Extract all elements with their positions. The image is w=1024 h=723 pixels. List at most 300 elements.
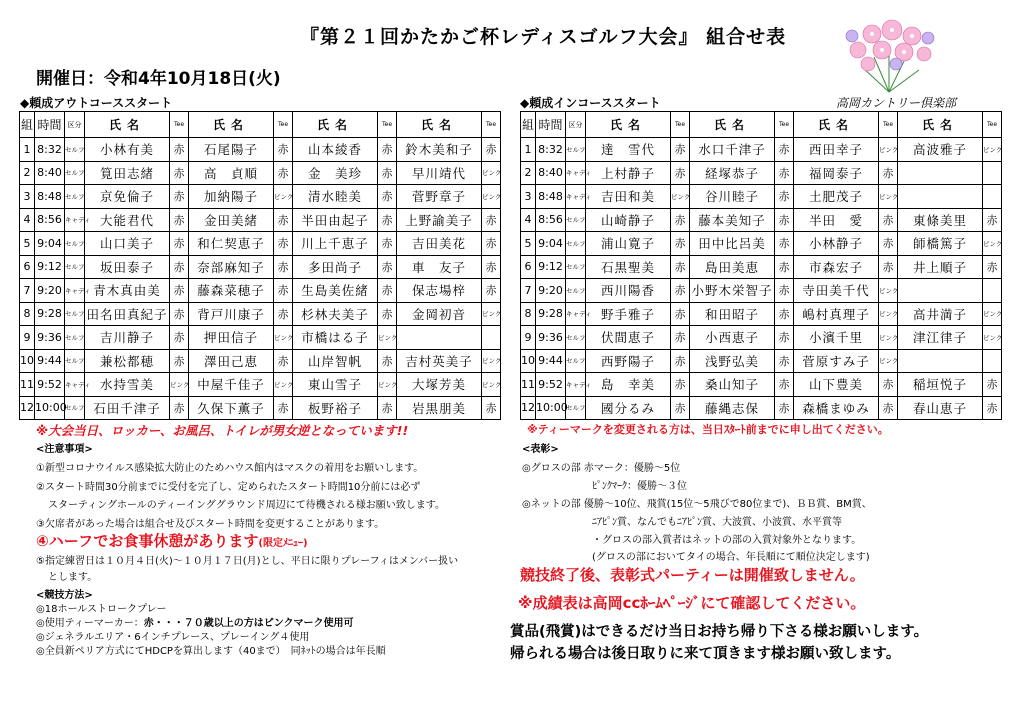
tee-color: 赤 xyxy=(879,161,898,185)
tee-color: ピンク xyxy=(671,185,690,209)
notice-item-2: ②スタート時間30分前までに受付を完了し、定められたスタート時間10分前には必ず xyxy=(36,482,421,493)
player-name: 小西恵子 xyxy=(690,326,775,350)
player-name: 岩黒朋美 xyxy=(397,396,482,420)
column-header: 氏名 xyxy=(690,112,775,138)
player-name: 車 友子 xyxy=(397,255,482,279)
tee-color: 赤 xyxy=(775,302,794,326)
play-category: セルフ xyxy=(566,232,586,256)
play-category: セルフ xyxy=(65,396,85,420)
header-row xyxy=(521,112,1002,138)
tee-color: 赤 xyxy=(274,138,293,162)
player-name: 小林静子 xyxy=(794,232,879,256)
player-name: 石黒聖美 xyxy=(586,255,671,279)
play-category: セルフ xyxy=(65,161,85,185)
column-header: Tee xyxy=(671,112,690,138)
column-header: 区分 xyxy=(65,112,85,138)
player-name: 桑山知子 xyxy=(690,373,775,397)
tee-color: 赤 xyxy=(274,302,293,326)
pairing-row xyxy=(521,208,1002,232)
tee-color: ピンク xyxy=(482,302,501,326)
tee-color: ピンク xyxy=(274,326,293,350)
tee-color: ピンク xyxy=(983,326,1002,350)
player-name: 吉村英美子 xyxy=(397,349,482,373)
tee-color: ピンク xyxy=(983,138,1002,162)
play-category: セルフ xyxy=(566,138,586,162)
player-name: 國分るみ xyxy=(586,396,671,420)
tee-color: ピンク xyxy=(170,373,189,397)
column-header: 氏名 xyxy=(189,112,274,138)
tee-color: 赤 xyxy=(775,396,794,420)
group-number: 1 xyxy=(20,138,35,162)
player-name: 大能君代 xyxy=(85,208,170,232)
tee-color: 赤 xyxy=(482,255,501,279)
player-name: 島田美恵 xyxy=(690,255,775,279)
player-name xyxy=(898,185,983,209)
player-name: 上村静子 xyxy=(586,161,671,185)
column-header: Tee xyxy=(983,112,1002,138)
tee-color: 赤 xyxy=(378,185,397,209)
player-name: 青木真由美 xyxy=(85,279,170,303)
player-name: 山崎静子 xyxy=(586,208,671,232)
tee-color: ピンク xyxy=(879,302,898,326)
column-header: Tee xyxy=(775,112,794,138)
tee-color: 赤 xyxy=(671,349,690,373)
player-name: 鈴木美和子 xyxy=(397,138,482,162)
player-name: 筧田志緒 xyxy=(85,161,170,185)
player-name: 山下豊美 xyxy=(794,373,879,397)
player-name: 田名田真紀子 xyxy=(85,302,170,326)
in-course-label: ◆頼成インコーススタート xyxy=(520,96,661,110)
player-name: 土肥茂子 xyxy=(794,185,879,209)
play-category: セルフ xyxy=(566,396,586,420)
player-name: 高波雅子 xyxy=(898,138,983,162)
start-time: 9:36 xyxy=(35,326,65,350)
column-header: 組 xyxy=(521,112,536,138)
tee-color: 赤 xyxy=(378,302,397,326)
player-name: 加納陽子 xyxy=(189,185,274,209)
tee-color: ピンク xyxy=(482,161,501,185)
limited-menu-note: (限定ﾒﾆｭｰ) xyxy=(258,538,308,549)
meal-break-notice: ④ハーフでお食事休憩があります xyxy=(36,532,259,550)
column-header: Tee xyxy=(378,112,397,138)
tee-color: ピンク xyxy=(879,279,898,303)
notice-heading: <注意事項> xyxy=(36,444,93,455)
pairing-row xyxy=(20,138,501,162)
notice-item-3: ③欠席者があった場合は組合せ及びスタート時間を変更することがあります。 xyxy=(36,519,385,530)
page-title: 『第２１回かたかご杯レディスゴルフ大会』 組合せ表 xyxy=(300,26,787,48)
notice-item-4 xyxy=(36,530,308,551)
tee-color: 赤 xyxy=(671,279,690,303)
group-number: 4 xyxy=(521,208,536,232)
start-time: 9:20 xyxy=(35,279,65,303)
group-number: 10 xyxy=(521,349,536,373)
player-name: 津江律子 xyxy=(898,326,983,350)
tee-color: ピンク xyxy=(482,185,501,209)
start-time: 8:40 xyxy=(536,161,566,185)
tee-color: 赤 xyxy=(170,326,189,350)
play-category: セルフ xyxy=(65,185,85,209)
play-category: セルフ xyxy=(566,279,586,303)
pairing-row xyxy=(20,302,501,326)
player-name: 石田千津子 xyxy=(85,396,170,420)
tee-color: 赤 xyxy=(775,208,794,232)
pairing-row xyxy=(20,349,501,373)
group-number: 2 xyxy=(521,161,536,185)
play-category: キャディ xyxy=(65,279,85,303)
player-name: 小林有美 xyxy=(85,138,170,162)
column-header: 区分 xyxy=(566,112,586,138)
player-name: 福岡泰子 xyxy=(794,161,879,185)
group-number: 5 xyxy=(20,232,35,256)
column-header: 時間 xyxy=(35,112,65,138)
player-name: 西川陽香 xyxy=(586,279,671,303)
player-name: 谷川睦子 xyxy=(690,185,775,209)
tee-color: 赤 xyxy=(274,232,293,256)
tee-color: 赤 xyxy=(274,161,293,185)
pairing-row xyxy=(521,185,1002,209)
method-item-4: ◎全員新ペリア方式にてHDCPを算出します（40まで） 同ﾈｯﾄの場合は年長順 xyxy=(36,646,386,657)
method-item-1: ◎18ホールストロークプレー xyxy=(36,604,167,615)
tee-color: 赤 xyxy=(879,396,898,420)
player-name: 経塚恭子 xyxy=(690,161,775,185)
start-time: 8:32 xyxy=(35,138,65,162)
start-time: 9:20 xyxy=(536,279,566,303)
tee-color: ピンク xyxy=(274,185,293,209)
pairing-row xyxy=(20,373,501,397)
player-name: 杉林夫美子 xyxy=(293,302,378,326)
tee-color: 赤 xyxy=(170,138,189,162)
net-award-2: ﾆｱﾋﾟﾝ賞、なんでもﾆｱﾋﾟﾝ賞、大波賞、小波賞、水平賞等 xyxy=(592,517,842,528)
player-name: 東山雪子 xyxy=(293,373,378,397)
tee-color: 赤 xyxy=(671,208,690,232)
tee-color: 赤 xyxy=(274,255,293,279)
play-category: セルフ xyxy=(65,255,85,279)
player-name: 半田由起子 xyxy=(293,208,378,232)
tee-color: 赤 xyxy=(775,138,794,162)
tee-color: 赤 xyxy=(274,208,293,232)
tee-color: 赤 xyxy=(378,161,397,185)
net-award-3: ・グロスの部入賞者はネットの部の入賞対象外となります。 xyxy=(592,535,862,546)
group-number: 8 xyxy=(20,302,35,326)
tee-color: 赤 xyxy=(879,255,898,279)
player-name: 稲垣悦子 xyxy=(898,373,983,397)
tee-color: 赤 xyxy=(671,138,690,162)
player-name: 田中比呂美 xyxy=(690,232,775,256)
play-category: セルフ xyxy=(65,138,85,162)
tee-color: 赤 xyxy=(671,302,690,326)
tee-color: 赤 xyxy=(671,255,690,279)
player-name: 寺田美千代 xyxy=(794,279,879,303)
player-name: 小濱千里 xyxy=(794,326,879,350)
player-name: 達 雪代 xyxy=(586,138,671,162)
player-name: 大塚芳美 xyxy=(397,373,482,397)
column-header: 氏名 xyxy=(85,112,170,138)
tee-color: 赤 xyxy=(775,373,794,397)
prize-later-notice: 帰られる場合は後日取りに来て頂きます様お願い致します。 xyxy=(510,646,901,662)
player-name: 中屋千佳子 xyxy=(189,373,274,397)
play-category: セルフ xyxy=(566,208,586,232)
tee-color: 赤 xyxy=(879,208,898,232)
group-number: 9 xyxy=(521,326,536,350)
net-award-1: ◎ネットの部 優勝〜10位、飛賞(15位〜5飛びで80位まで)、ＢＢ賞、BM賞、 xyxy=(522,499,872,510)
tee-color: 赤 xyxy=(274,349,293,373)
notice-item-5: ⑤指定練習日は１０月４日(火)〜１０月１７日(月)とし、平日に限りプレーフィはメンバー扱い xyxy=(36,556,459,567)
pairing-row xyxy=(521,373,1002,397)
player-name: 藤本美知子 xyxy=(690,208,775,232)
group-number: 11 xyxy=(20,373,35,397)
start-time: 9:28 xyxy=(536,302,566,326)
pairing-row xyxy=(521,279,1002,303)
tee-color: 赤 xyxy=(170,161,189,185)
player-name: 坂田泰子 xyxy=(85,255,170,279)
tee-marker-rule: 赤・・・７０歳以上の方はピンクマーク使用可 xyxy=(143,618,354,629)
player-name: 押田信子 xyxy=(189,326,274,350)
play-category: キャディ xyxy=(566,302,586,326)
player-name: 菅野章子 xyxy=(397,185,482,209)
player-name: 西野陽子 xyxy=(586,349,671,373)
player-name: 嶋村真理子 xyxy=(794,302,879,326)
tee-color: 赤 xyxy=(879,232,898,256)
group-number: 6 xyxy=(521,255,536,279)
pairing-row xyxy=(521,138,1002,162)
column-header: Tee xyxy=(482,112,501,138)
tee-color: 赤 xyxy=(671,396,690,420)
tee-color: 赤 xyxy=(983,396,1002,420)
player-name: 多田尚子 xyxy=(293,255,378,279)
tee-color: 赤 xyxy=(482,138,501,162)
tee-color: 赤 xyxy=(170,396,189,420)
tee-color: 赤 xyxy=(775,161,794,185)
group-number: 7 xyxy=(20,279,35,303)
start-time: 10:00 xyxy=(35,396,65,420)
tee-marker-lead: ◎使用ティーマーカー： xyxy=(36,618,144,629)
pairing-row xyxy=(521,326,1002,350)
column-header: Tee xyxy=(170,112,189,138)
player-name: 和田昭子 xyxy=(690,302,775,326)
column-header: 氏名 xyxy=(397,112,482,138)
pairing-row xyxy=(20,326,501,350)
pairing-row xyxy=(521,161,1002,185)
tee-color: ピンク xyxy=(879,138,898,162)
player-name: 澤田己恵 xyxy=(189,349,274,373)
player-name: 板野裕子 xyxy=(293,396,378,420)
group-number: 10 xyxy=(20,349,35,373)
start-time: 10:00 xyxy=(536,396,566,420)
group-number: 12 xyxy=(521,396,536,420)
tee-color xyxy=(983,349,1002,373)
column-header: 時間 xyxy=(536,112,566,138)
player-name: 藤縄志保 xyxy=(690,396,775,420)
tee-color: 赤 xyxy=(775,232,794,256)
player-name: 金 美珍 xyxy=(293,161,378,185)
group-number: 6 xyxy=(20,255,35,279)
player-name: 菅原すみ子 xyxy=(794,349,879,373)
tee-color: 赤 xyxy=(378,208,397,232)
pairing-row xyxy=(20,255,501,279)
tee-color: 赤 xyxy=(671,373,690,397)
start-time: 8:48 xyxy=(536,185,566,209)
player-name: 保志場梓 xyxy=(397,279,482,303)
tee-color: 赤 xyxy=(274,279,293,303)
group-number: 4 xyxy=(20,208,35,232)
tee-color: 赤 xyxy=(378,232,397,256)
pairing-row xyxy=(20,185,501,209)
play-category: セルフ xyxy=(566,255,586,279)
player-name: 藤森菜穂子 xyxy=(189,279,274,303)
out-course-label: ◆頼成アウトコーススタート xyxy=(20,96,173,110)
tee-color xyxy=(983,161,1002,185)
tee-color: 赤 xyxy=(983,208,1002,232)
tee-color: 赤 xyxy=(378,396,397,420)
group-number: 2 xyxy=(20,161,35,185)
tee-color: 赤 xyxy=(983,373,1002,397)
player-name: 清水睦美 xyxy=(293,185,378,209)
gender-swap-warning: ※大会当日、ロッカー、お風呂、トイレが男女逆となっています!! xyxy=(36,423,409,438)
group-number: 5 xyxy=(521,232,536,256)
player-name: 吉川静子 xyxy=(85,326,170,350)
notice-item-5-cont: とします。 xyxy=(48,572,98,583)
tee-color: 赤 xyxy=(170,302,189,326)
tee-color: 赤 xyxy=(775,326,794,350)
gross-award-1: ◎グロスの部 赤マーク：優勝〜5位 xyxy=(522,463,681,474)
tee-color: ピンク xyxy=(482,349,501,373)
tee-color: 赤 xyxy=(775,349,794,373)
play-category: セルフ xyxy=(566,326,586,350)
player-name: 和仁契恵子 xyxy=(189,232,274,256)
player-name: 生島美佐緒 xyxy=(293,279,378,303)
prize-pickup-notice: 賞品(飛賞)はできるだけ当日お持ち帰り下さる様お願いします。 xyxy=(510,624,929,640)
method-item-3: ◎ジェネラルエリア・6インチプレース、プレーイング４使用 xyxy=(36,632,310,643)
start-time: 9:12 xyxy=(536,255,566,279)
pairing-row xyxy=(521,255,1002,279)
tee-color: 赤 xyxy=(378,138,397,162)
play-category: キャディ xyxy=(566,161,586,185)
player-name: 山岸智帆 xyxy=(293,349,378,373)
group-number: 1 xyxy=(521,138,536,162)
player-name: 浦山寛子 xyxy=(586,232,671,256)
player-name: 吉田和美 xyxy=(586,185,671,209)
tee-color: 赤 xyxy=(671,232,690,256)
player-name: 森橋まゆみ xyxy=(794,396,879,420)
tee-color: 赤 xyxy=(378,255,397,279)
tee-color: 赤 xyxy=(482,232,501,256)
pairing-row xyxy=(521,232,1002,256)
club-name: 高岡カントリー倶楽部 xyxy=(836,96,957,110)
tee-color: 赤 xyxy=(775,185,794,209)
group-number: 3 xyxy=(521,185,536,209)
tee-color: ピンク xyxy=(879,326,898,350)
tee-color: 赤 xyxy=(170,185,189,209)
tee-color: 赤 xyxy=(378,279,397,303)
player-name: 奈部麻知子 xyxy=(189,255,274,279)
play-category: キャディ xyxy=(65,208,85,232)
column-header: 氏名 xyxy=(293,112,378,138)
group-number: 8 xyxy=(521,302,536,326)
tee-color: ピンク xyxy=(378,326,397,350)
player-name: 早川靖代 xyxy=(397,161,482,185)
player-name: 金田美緒 xyxy=(189,208,274,232)
column-header: 氏名 xyxy=(794,112,879,138)
player-name: 伏間恵子 xyxy=(586,326,671,350)
tee-color: ピンク xyxy=(983,302,1002,326)
tee-color: 赤 xyxy=(671,161,690,185)
player-name: 石尾陽子 xyxy=(189,138,274,162)
column-header: 組 xyxy=(20,112,35,138)
player-name: 東條美里 xyxy=(898,208,983,232)
flower-bouquet-illustration xyxy=(834,12,944,94)
method-item-2 xyxy=(36,614,354,629)
player-name: 春山恵子 xyxy=(898,396,983,420)
play-category: キャディ xyxy=(566,185,586,209)
tee-color: ピンク xyxy=(378,373,397,397)
tee-color: ピンク xyxy=(879,349,898,373)
start-time: 9:04 xyxy=(35,232,65,256)
tee-color: ピンク xyxy=(482,373,501,397)
tee-color: 赤 xyxy=(170,232,189,256)
tee-color: 赤 xyxy=(482,208,501,232)
player-name: 師橋篤子 xyxy=(898,232,983,256)
tee-color: 赤 xyxy=(170,208,189,232)
results-notice: ※成績表は高岡ccﾎｰﾑﾍﾟｰｼﾞにて確認してください。 xyxy=(518,594,866,612)
tee-color: 赤 xyxy=(983,255,1002,279)
group-number: 12 xyxy=(20,396,35,420)
tee-color: 赤 xyxy=(274,396,293,420)
tee-color: 赤 xyxy=(775,255,794,279)
player-name: 兼松都穂 xyxy=(85,349,170,373)
method-heading: <競技方法> xyxy=(36,590,93,601)
start-time: 9:12 xyxy=(35,255,65,279)
gross-award-2: ﾋﾟﾝｸﾏｰｸ：優勝〜３位 xyxy=(592,481,687,492)
group-number: 11 xyxy=(521,373,536,397)
player-name: 半田 愛 xyxy=(794,208,879,232)
player-name xyxy=(898,349,983,373)
play-category: セルフ xyxy=(65,326,85,350)
column-header: Tee xyxy=(879,112,898,138)
start-time: 8:56 xyxy=(35,208,65,232)
column-header: 氏名 xyxy=(586,112,671,138)
tee-color xyxy=(482,326,501,350)
play-category: キャディ xyxy=(65,373,85,397)
player-name: 高井満子 xyxy=(898,302,983,326)
start-time: 9:52 xyxy=(35,373,65,397)
player-name: 水持雪美 xyxy=(85,373,170,397)
play-category: セルフ xyxy=(566,349,586,373)
start-time: 9:44 xyxy=(536,349,566,373)
start-time: 9:52 xyxy=(536,373,566,397)
header-row xyxy=(20,112,501,138)
tee-color: 赤 xyxy=(671,326,690,350)
player-name: 野手雅子 xyxy=(586,302,671,326)
awards-heading: <表彰> xyxy=(522,444,559,455)
play-category: セルフ xyxy=(65,349,85,373)
net-award-4: (グロスの部においてタイの場合、年長順にて順位決定します) xyxy=(592,552,870,563)
tee-change-notice: ※ティーマークを変更される方は、当日ｽﾀｰﾄ前までに申し出てください。 xyxy=(527,423,889,436)
start-time: 9:36 xyxy=(536,326,566,350)
player-name: 山口美子 xyxy=(85,232,170,256)
play-category: セルフ xyxy=(65,302,85,326)
notice-item-2-cont: スターティングホールのティーインググラウンド周辺にて待機される様お願い致します。 xyxy=(48,500,445,511)
player-name: 浅野弘美 xyxy=(690,349,775,373)
tee-color: 赤 xyxy=(378,349,397,373)
play-category: キャディ xyxy=(566,373,586,397)
start-time: 9:44 xyxy=(35,349,65,373)
player-name: 高 貞順 xyxy=(189,161,274,185)
tee-color xyxy=(983,185,1002,209)
player-name: 吉田美花 xyxy=(397,232,482,256)
tee-color: ピンク xyxy=(983,232,1002,256)
column-header: 氏名 xyxy=(898,112,983,138)
out-course-table xyxy=(19,111,501,420)
